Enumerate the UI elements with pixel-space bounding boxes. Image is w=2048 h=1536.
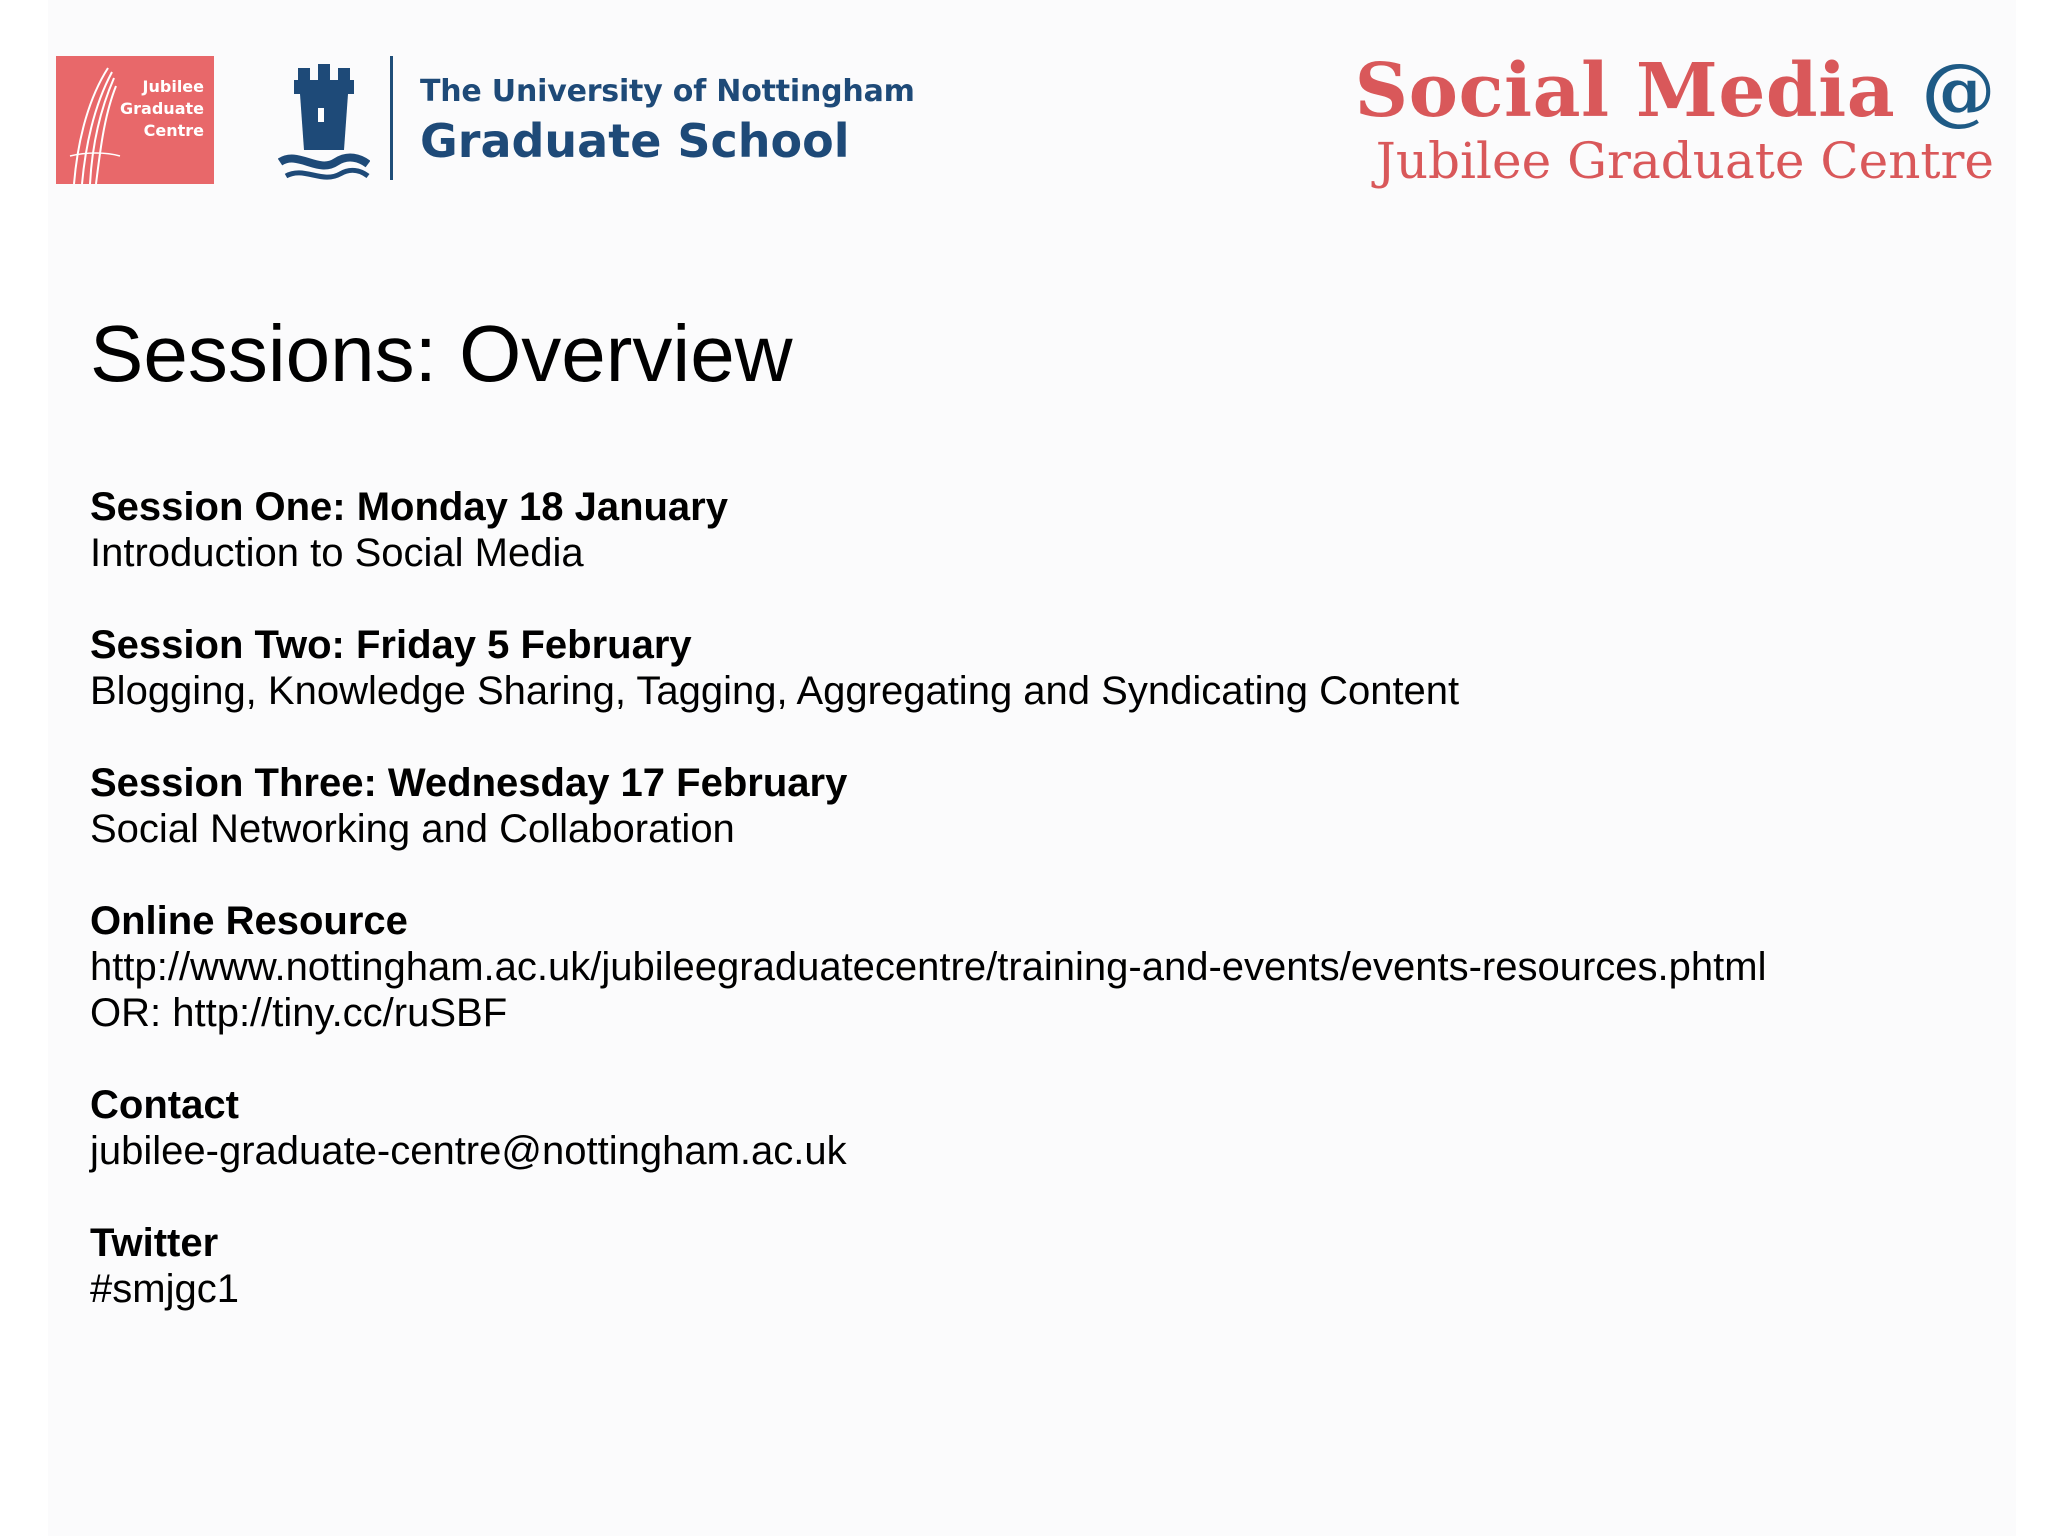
jubilee-logo-text: Jubilee Graduate Centre <box>120 77 204 140</box>
graduate-school-name: Graduate School <box>420 114 850 168</box>
section-heading: Contact <box>90 1083 239 1127</box>
section-heading: Session One: Monday 18 January <box>90 485 728 529</box>
session-two-block <box>90 622 1990 714</box>
contact-block <box>90 1082 1990 1174</box>
resource-url-link[interactable]: http://www.nottingham.ac.uk/jubileegraduatecentre/training-and-events/events-resources.phtml <box>90 945 1767 989</box>
series-title <box>1355 48 1996 134</box>
section-heading: Session Three: Wednesday 17 February <box>90 761 848 805</box>
section-heading: Session Two: Friday 5 February <box>90 623 692 667</box>
twitter-block <box>90 1220 1990 1312</box>
session-three-block <box>90 760 1990 852</box>
at-symbol: @ <box>1921 48 1996 134</box>
section-line: Blogging, Knowledge Sharing, Tagging, Aggregating and Syndicating Content <box>90 669 1460 713</box>
short-url-link[interactable]: OR: http://tiny.cc/ruSBF <box>90 991 508 1035</box>
twitter-hashtag: #smjgc1 <box>90 1267 239 1311</box>
series-subtitle: Jubilee Graduate Centre <box>1375 132 1994 190</box>
section-heading: Twitter <box>90 1221 219 1265</box>
section-line: Introduction to Social Media <box>90 531 584 575</box>
section-heading: Online Resource <box>90 899 408 943</box>
slide-header <box>0 0 2048 210</box>
university-crest-icon <box>278 58 370 180</box>
university-name: The University of Nottingham <box>420 74 915 109</box>
session-one-block <box>90 484 1990 576</box>
jubilee-graduate-centre-logo <box>56 56 214 184</box>
section-line: Social Networking and Collaboration <box>90 807 735 851</box>
contact-email-link[interactable]: jubilee-graduate-centre@nottingham.ac.uk <box>90 1129 847 1173</box>
logo-divider <box>390 56 393 180</box>
sessions-content <box>90 484 1990 1358</box>
page-title: Sessions: Overview <box>90 309 793 398</box>
series-title-text: Social Media <box>1354 48 1896 134</box>
online-resource-block <box>90 898 1990 1036</box>
